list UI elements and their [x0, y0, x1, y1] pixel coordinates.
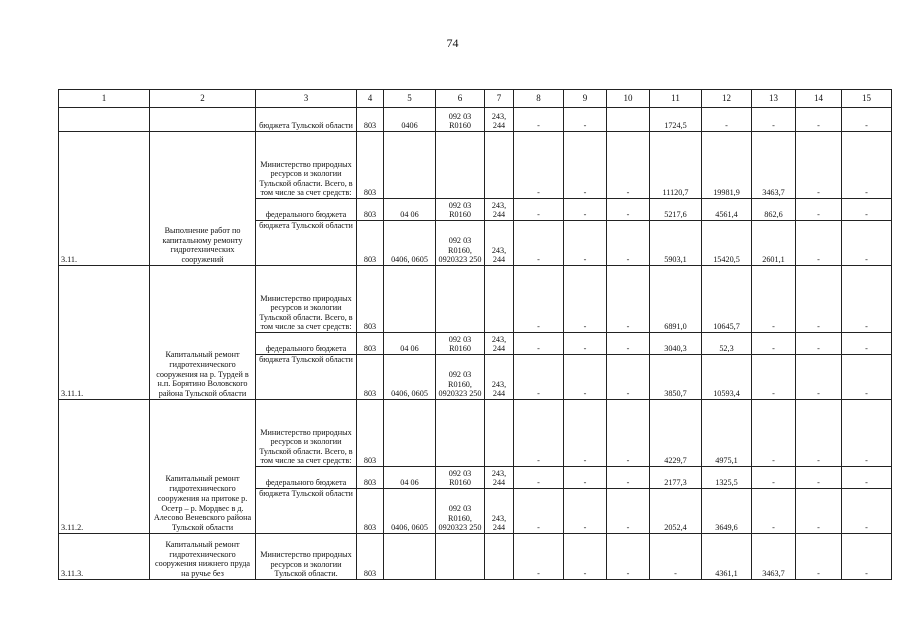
cell-col11: 4229,7 — [650, 400, 702, 467]
cell-col4: 803 — [357, 266, 384, 333]
cell-col4: 803 — [357, 333, 384, 355]
cell-col7 — [485, 534, 514, 580]
table-row — [59, 132, 892, 199]
cell-col5: 0406, 0605 — [384, 355, 436, 400]
cell-col14: - — [796, 199, 842, 221]
cell-col11: 5903,1 — [650, 221, 702, 266]
item-title: Капитальный ремонт гидротехнического сооружения на притоке р. Осетр – р. Мордвес в д. Алесово Веневского района Тульской области — [150, 400, 256, 534]
cell-col15: - — [842, 221, 892, 266]
header-cell: 12 — [702, 90, 752, 108]
funding-source: бюджета Тульской области — [256, 108, 357, 132]
cell-col14: - — [796, 132, 842, 199]
cell-col7 — [485, 266, 514, 333]
cell-col5: 0406, 0605 — [384, 489, 436, 534]
item-number: 3.11.2. — [59, 400, 150, 534]
cell-col13: 3463,7 — [752, 132, 796, 199]
header-cell: 4 — [357, 90, 384, 108]
cell-col15: - — [842, 199, 892, 221]
cell-col10: - — [607, 199, 650, 221]
item-number: 3.11. — [59, 132, 150, 266]
funding-source: Министерство природных ресурсов и экологии Тульской области. Всего, в том числе за счет средств: — [256, 132, 357, 199]
item-number: 3.11.1. — [59, 266, 150, 400]
table-row — [59, 266, 892, 333]
budget-table — [58, 89, 892, 580]
cell-col15: - — [842, 534, 892, 580]
cell-col4: 803 — [357, 534, 384, 580]
cell-col13: - — [752, 333, 796, 355]
header-cell: 6 — [436, 90, 485, 108]
cell-col4: 803 — [357, 132, 384, 199]
cell-col8: - — [514, 108, 564, 132]
cell-col7 — [485, 132, 514, 199]
cell-col7: 243, 244 — [485, 355, 514, 400]
funding-source: федерального бюджета — [256, 333, 357, 355]
cell-col7: 243, 244 — [485, 108, 514, 132]
cell-col6: 092 03 R0160 — [436, 333, 485, 355]
cell-col9: - — [564, 221, 607, 266]
header-cell: 2 — [150, 90, 256, 108]
cell-col11: 6891,0 — [650, 266, 702, 333]
funding-source: бюджета Тульской области — [256, 489, 357, 534]
cell-col12: 15420,5 — [702, 221, 752, 266]
cell-col14: - — [796, 489, 842, 534]
header-cell: 7 — [485, 90, 514, 108]
cell-col6 — [436, 534, 485, 580]
header-cell: 14 — [796, 90, 842, 108]
cell-col15: - — [842, 467, 892, 489]
cell-col12: 1325,5 — [702, 467, 752, 489]
cell-col8: - — [514, 333, 564, 355]
cell-col8: - — [514, 266, 564, 333]
empty-cell — [150, 108, 256, 132]
cell-col8: - — [514, 199, 564, 221]
table-row — [59, 534, 892, 580]
header-cell: 3 — [256, 90, 357, 108]
cell-col14: - — [796, 333, 842, 355]
cell-col9: - — [564, 355, 607, 400]
cell-col13: - — [752, 489, 796, 534]
cell-col5: 04 06 — [384, 199, 436, 221]
cell-col4: 803 — [357, 108, 384, 132]
funding-source: бюджета Тульской области — [256, 355, 357, 400]
funding-source: федерального бюджета — [256, 467, 357, 489]
cell-col9: - — [564, 534, 607, 580]
cell-col13: - — [752, 400, 796, 467]
cell-col14: - — [796, 266, 842, 333]
cell-col13: 2601,1 — [752, 221, 796, 266]
cell-col14: - — [796, 221, 842, 266]
cell-col10: - — [607, 355, 650, 400]
cell-col9: - — [564, 108, 607, 132]
cell-col14: - — [796, 534, 842, 580]
cell-col15: - — [842, 400, 892, 467]
cell-col7: 243, 244 — [485, 467, 514, 489]
cell-col9: - — [564, 467, 607, 489]
cell-col12: 10593,4 — [702, 355, 752, 400]
table-row — [59, 108, 892, 132]
cell-col8: - — [514, 221, 564, 266]
funding-source: Министерство природных ресурсов и экологии Тульской области. Всего, в том числе за счет средств: — [256, 400, 357, 467]
header-cell: 8 — [514, 90, 564, 108]
cell-col14: - — [796, 467, 842, 489]
header-cell: 5 — [384, 90, 436, 108]
cell-col11: 5217,6 — [650, 199, 702, 221]
cell-col10: - — [607, 489, 650, 534]
cell-col13: - — [752, 355, 796, 400]
cell-col4: 803 — [357, 355, 384, 400]
cell-col14: - — [796, 355, 842, 400]
cell-col8: - — [514, 489, 564, 534]
cell-col9: - — [564, 199, 607, 221]
cell-col5: 0406 — [384, 108, 436, 132]
cell-col9: - — [564, 132, 607, 199]
cell-col13: - — [752, 266, 796, 333]
cell-col11: 2177,3 — [650, 467, 702, 489]
cell-col11: 3850,7 — [650, 355, 702, 400]
empty-cell — [59, 108, 150, 132]
cell-col10: - — [607, 266, 650, 333]
cell-col8: - — [514, 132, 564, 199]
cell-col8: - — [514, 355, 564, 400]
cell-col10: - — [607, 467, 650, 489]
cell-col14: - — [796, 400, 842, 467]
cell-col13: - — [752, 467, 796, 489]
cell-col11: 3040,3 — [650, 333, 702, 355]
cell-col12: 52,3 — [702, 333, 752, 355]
cell-col4: 803 — [357, 400, 384, 467]
cell-col12: 19981,9 — [702, 132, 752, 199]
header-cell: 10 — [607, 90, 650, 108]
cell-col10: - — [607, 132, 650, 199]
cell-col11: 1724,5 — [650, 108, 702, 132]
cell-col9: - — [564, 333, 607, 355]
cell-col12: 4361,1 — [702, 534, 752, 580]
cell-col6 — [436, 132, 485, 199]
cell-col11: 2052,4 — [650, 489, 702, 534]
cell-col12: 10645,7 — [702, 266, 752, 333]
header-cell: 1 — [59, 90, 150, 108]
cell-col7: 243, 244 — [485, 489, 514, 534]
cell-col12: - — [702, 108, 752, 132]
cell-col12: 4975,1 — [702, 400, 752, 467]
cell-col11: - — [650, 534, 702, 580]
cell-col15: - — [842, 132, 892, 199]
cell-col13: 3463,7 — [752, 534, 796, 580]
cell-col11: 11120,7 — [650, 132, 702, 199]
cell-col7 — [485, 400, 514, 467]
cell-col5: 04 06 — [384, 333, 436, 355]
cell-col9: - — [564, 400, 607, 467]
item-number: 3.11.3. — [59, 534, 150, 580]
cell-col9: - — [564, 266, 607, 333]
cell-col4: 803 — [357, 467, 384, 489]
cell-col15: - — [842, 266, 892, 333]
cell-col15: - — [842, 108, 892, 132]
header-cell: 9 — [564, 90, 607, 108]
cell-col14: - — [796, 108, 842, 132]
header-cell: 11 — [650, 90, 702, 108]
cell-col8: - — [514, 534, 564, 580]
item-title: Выполнение работ по капитальному ремонту гидротехнических сооружений — [150, 132, 256, 266]
cell-col12: 4561,4 — [702, 199, 752, 221]
cell-col6: 092 03 R0160, 0920323 250 — [436, 489, 485, 534]
cell-col9: - — [564, 489, 607, 534]
cell-col10: - — [607, 333, 650, 355]
cell-col4: 803 — [357, 221, 384, 266]
page-number: 74 — [446, 36, 459, 50]
cell-col5: 0406, 0605 — [384, 221, 436, 266]
cell-col13: 862,6 — [752, 199, 796, 221]
cell-col10: - — [607, 400, 650, 467]
funding-source: федерального бюджета — [256, 199, 357, 221]
cell-col13: - — [752, 108, 796, 132]
cell-col12: 3649,6 — [702, 489, 752, 534]
cell-col4: 803 — [357, 199, 384, 221]
cell-col5 — [384, 132, 436, 199]
cell-col4: 803 — [357, 489, 384, 534]
cell-col6: 092 03 R0160, 0920323 250 — [436, 221, 485, 266]
item-title: Капитальный ремонт гидротехнического сооружения нижнего пруда на ручье без — [150, 534, 256, 580]
cell-col5: 04 06 — [384, 467, 436, 489]
cell-col6 — [436, 266, 485, 333]
cell-col5 — [384, 400, 436, 467]
cell-col6: 092 03 R0160 — [436, 467, 485, 489]
cell-col7: 243, 244 — [485, 199, 514, 221]
table-row — [59, 400, 892, 467]
cell-col15: - — [842, 333, 892, 355]
cell-col15: - — [842, 355, 892, 400]
cell-col10: - — [607, 534, 650, 580]
cell-col7: 243, 244 — [485, 221, 514, 266]
header-cell: 13 — [752, 90, 796, 108]
cell-col5 — [384, 266, 436, 333]
item-title: Капитальный ремонт гидротехнического сооружения на р. Турдей в н.п. Борятино Воловского района Тульской области — [150, 266, 256, 400]
funding-source: бюджета Тульской области — [256, 221, 357, 266]
funding-source: Министерство природных ресурсов и экологии Тульской области. — [256, 534, 357, 580]
cell-col15: - — [842, 489, 892, 534]
cell-col6: 092 03 R0160, 0920323 250 — [436, 355, 485, 400]
cell-col7: 243, 244 — [485, 333, 514, 355]
cell-col5 — [384, 534, 436, 580]
cell-col10: - — [607, 221, 650, 266]
cell-col8: - — [514, 467, 564, 489]
cell-col8: - — [514, 400, 564, 467]
header-cell: 15 — [842, 90, 892, 108]
cell-col6 — [436, 400, 485, 467]
cell-col6: 092 03 R0160 — [436, 199, 485, 221]
cell-col10 — [607, 108, 650, 132]
funding-source: Министерство природных ресурсов и экологии Тульской области. Всего, в том числе за счет средств: — [256, 266, 357, 333]
table-header-row — [59, 90, 892, 108]
cell-col6: 092 03 R0160 — [436, 108, 485, 132]
